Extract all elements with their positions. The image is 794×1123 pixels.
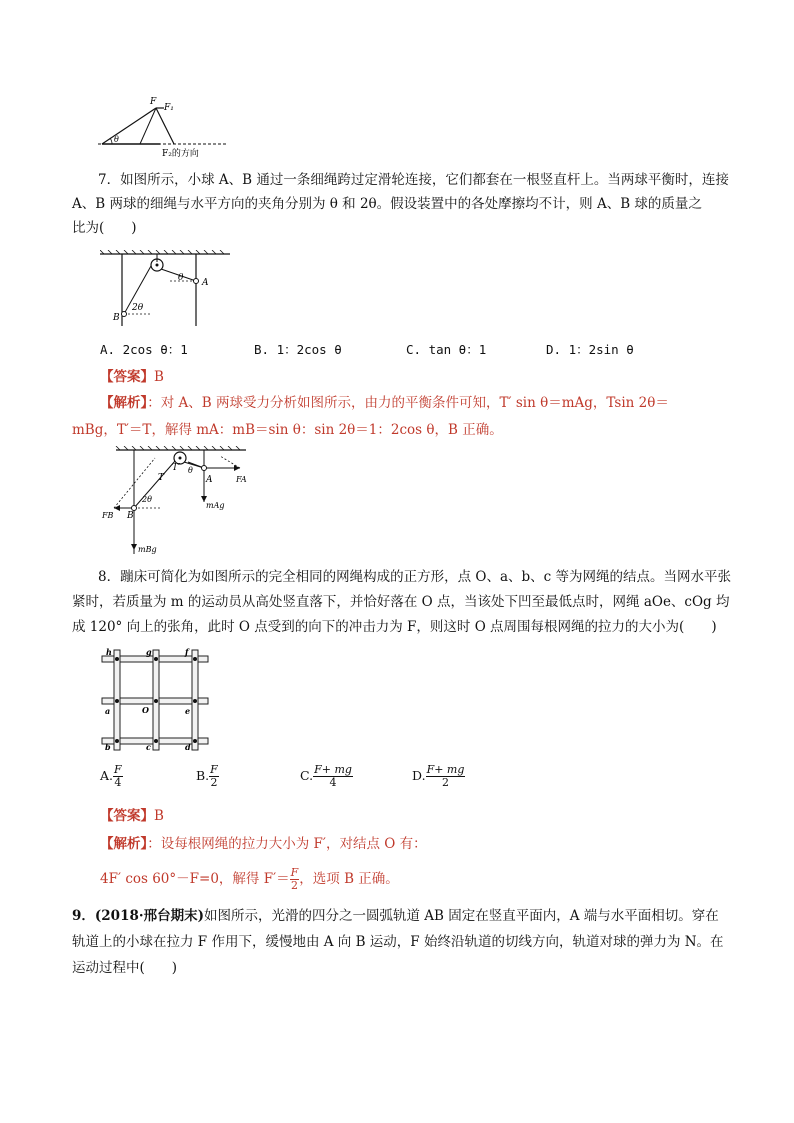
label-theta: θ: [114, 135, 119, 144]
q7-fig-2theta: 2θ: [132, 303, 144, 313]
q7-line2: A、B 两球的细绳与水平方向的夹角分别为 θ 和 2θ。假设装置中的各处摩擦均不计，则 A、B 球的质量之: [72, 196, 702, 212]
q7-analysis-text1: ：对 A、B 两球受力分析如图所示，由力的平衡条件可知，T′ sin θ＝mAg，Tsin 2θ＝: [147, 395, 669, 411]
q8-option-b-prefix: B.: [196, 768, 210, 783]
q7-fig2-Tprime: T′: [172, 463, 181, 473]
q7-fig2-T: T: [158, 473, 165, 483]
q8-line3: 成 120° 向上的张角，此时 O 点受到的向下的冲击力为 F，则这时 O 点周围每根网绳的拉力的大小为( ): [72, 619, 717, 635]
q8-line2: 紧时，若质量为 m 的运动员从高处竖直落下，并恰好落在 O 点，当该处下凹至最低点时，网绳 aOe、cOg 均: [72, 594, 730, 610]
q7-fig-B: B: [113, 313, 120, 323]
q7-option-b: B. 1：2cos θ: [254, 342, 342, 357]
q7-answer-value: B: [154, 369, 164, 385]
q8-option-b-den: 2: [210, 776, 218, 789]
q8-fig-a: a: [105, 706, 111, 716]
q8-fig-d: d: [185, 742, 191, 752]
q7-pulley-figure: [100, 250, 232, 330]
q8-fig-c: c: [146, 742, 151, 752]
q8-analysis-text2b: ，选项 B 正确。: [299, 871, 399, 887]
q7-fig2-2theta: 2θ: [142, 495, 152, 504]
q8-fig-O: O: [142, 705, 149, 715]
q9-source: (2018·邢台期末): [94, 908, 204, 924]
q7-option-c: C. tan θ：1: [406, 342, 487, 357]
q7-fig2-FA: FA: [236, 475, 247, 484]
force-decomposition-figure: [98, 96, 238, 158]
q7-line3: 比为( ): [72, 220, 137, 236]
q8-analysis-line2: [100, 866, 399, 892]
q8-fig-f: f: [185, 647, 189, 657]
q8-fig-b: b: [105, 742, 111, 752]
q8-option-b: [196, 764, 219, 789]
q7-fig2-theta: θ: [188, 466, 193, 475]
q7-answer-label: 【答案】: [100, 369, 154, 385]
label-F: F: [150, 97, 157, 107]
q7-fig-A: A: [202, 278, 209, 288]
q8-option-b-num: F: [210, 763, 218, 776]
q8-answer-label: 【答案】: [100, 808, 154, 824]
q7-force-analysis-figure: [100, 446, 250, 558]
q8-fig-e: e: [185, 706, 191, 716]
q8-option-c-den: 4: [329, 776, 337, 789]
q7-fig2-B: B: [127, 511, 134, 521]
q8-answer: [100, 806, 164, 826]
q8-option-c-prefix: C.: [300, 768, 314, 783]
q8-line1: 8．蹦床可简化为如图所示的完全相同的网绳构成的正方形，点 O、a、b、c 等为网绳的结点。当网水平张: [98, 569, 731, 585]
q8-option-d-den: 2: [441, 776, 449, 789]
label-F2-direction: F₂的方向: [162, 149, 199, 158]
q9-line1: [72, 906, 719, 926]
q8-analysis-line1: [100, 834, 427, 854]
label-F1: F₁: [164, 103, 174, 113]
q8-option-a-prefix: A.: [100, 768, 114, 783]
q8-fig-h: h: [106, 647, 112, 657]
q7-analysis-label: 【解析】: [100, 395, 148, 411]
q8-option-c: [300, 764, 353, 789]
q8-analysis-frac-den: 2: [290, 879, 298, 892]
q8-fig-g: g: [146, 647, 152, 657]
q9-number: 9．: [72, 908, 95, 924]
q7-line1: 7．如图所示，小球 A、B 通过一条细绳跨过定滑轮连接，它们都套在一根竖直杆上。当两球平衡时，连接: [98, 172, 729, 188]
q8-option-d-num: F+ mg: [426, 763, 465, 776]
q8-net-figure: [100, 646, 212, 754]
q8-analysis-text1: ：设每根网绳的拉力大小为 F′，对结点 O 有：: [147, 836, 427, 852]
q8-analysis-frac-num: F: [290, 866, 299, 879]
q8-option-d-prefix: D.: [412, 768, 426, 783]
q8-analysis-text2a: 4F′ cos 60°－F=0，解得 F′＝: [100, 871, 290, 887]
q9-line3: 运动过程中( ): [72, 960, 178, 976]
q9-line2: 轨道上的小球在拉力 F 作用下，缓慢地由 A 向 B 运动，F 始终沿轨道的切线方向，轨道对球的弹力为 N。在: [72, 934, 724, 950]
q7-analysis-line2: mBg，T′＝T，解得 mA：mB＝sin θ：sin 2θ＝1：2cos θ，B 正确。: [72, 422, 503, 438]
q9-text1: 如图所示，光滑的四分之一圆弧轨道 AB 固定在竖直平面内，A 端与水平面相切。穿在: [203, 908, 719, 924]
q7-answer: [100, 367, 164, 387]
q7-fig2-A: A: [206, 475, 213, 485]
q7-analysis-line1: [100, 393, 669, 413]
q7-option-a: A. 2cos θ：1: [100, 342, 188, 357]
q8-option-c-num: F+ mg: [314, 763, 352, 776]
q7-fig-theta: θ: [178, 273, 184, 283]
q8-answer-value: B: [154, 808, 164, 824]
q7-fig2-FB: FB: [102, 511, 114, 520]
q7-fig2-mAg: mAg: [206, 501, 225, 510]
q7-option-d: D. 1：2sin θ: [546, 342, 634, 357]
q8-option-a-num: F: [114, 763, 122, 776]
q8-analysis-label: 【解析】: [100, 836, 148, 852]
q8-option-a-den: 4: [114, 776, 122, 789]
q8-option-a: [100, 764, 123, 789]
q7-fig2-mBg: mBg: [138, 545, 157, 554]
q8-option-d: [412, 764, 465, 789]
